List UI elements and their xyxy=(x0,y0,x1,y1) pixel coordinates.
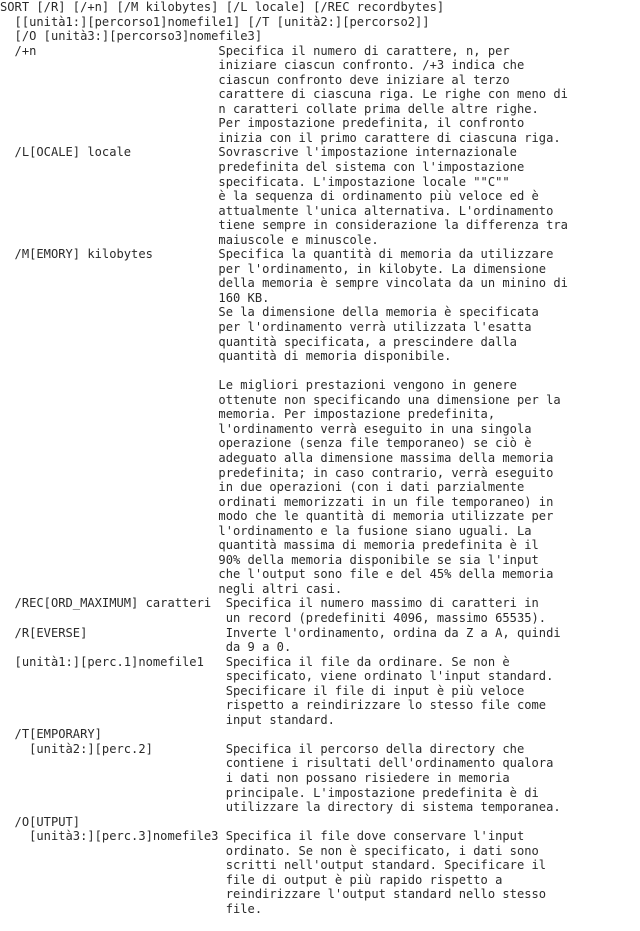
help-text-line: attualmente l'unica alternativa. L'ordinamento xyxy=(0,203,554,218)
help-text-line: memoria. Per impostazione predefinita, xyxy=(0,407,496,422)
help-text-line: specificato, viene ordinato l'input standard. xyxy=(0,669,554,684)
help-text-line: adeguato alla dimensione massima della memoria xyxy=(0,450,554,465)
help-text-line: Per impostazione predefinita, il confronto xyxy=(0,116,525,131)
help-text-line: carattere di ciascuna riga. Le righe con meno di xyxy=(0,87,568,102)
help-text-line: [/O [unità3:][percorso3]nomefile3] xyxy=(0,29,263,44)
help-text-line: è la sequenza di ordinamento più veloce ed è xyxy=(0,189,539,204)
help-text-line: quantità specificata, a prescindere dalla xyxy=(0,334,517,349)
help-text-line: input standard. xyxy=(0,712,335,727)
help-text-line: della memoria è sempre vincolata da un minino di xyxy=(0,276,568,291)
help-text-line: [unità2:][perc.2] Specifica il percorso della directory che xyxy=(0,741,525,756)
help-text-line: un record (predefiniti 4096, massimo 65535). xyxy=(0,610,547,625)
help-text-line: ottenute non specificando una dimensione per la xyxy=(0,392,561,407)
help-text-line: in due operazioni (con i dati parzialmente xyxy=(0,480,525,495)
help-text-line: /+n Specifica il numero di carattere, n, per xyxy=(0,43,510,58)
help-text-line: tiene sempre in considerazione la differenza tra xyxy=(0,218,568,233)
help-text-line: [[unità1:][percorso1]nomefile1] [/T [unità2:][percorso2]] xyxy=(0,14,430,29)
help-text-line: modo che le quantità di memoria utilizzate per xyxy=(0,509,554,524)
help-text-line: file. xyxy=(0,901,263,916)
help-text-line: contiene i risultati dell'ordinamento qualora xyxy=(0,756,554,771)
help-text-line: reindirizzare l'output standard nello stesso xyxy=(0,887,547,902)
help-text-line: 160 KB. xyxy=(0,290,270,305)
help-text-line: quantità massima di memoria predefinita è il xyxy=(0,538,539,553)
help-text-line: quantità di memoria disponibile. xyxy=(0,349,452,364)
help-text-line: scritti nell'output standard. Specificare il xyxy=(0,858,547,873)
help-text-line: Le migliori prestazioni vengono in genere xyxy=(0,378,517,393)
help-text-line: SORT [/R] [/+n] [/M kilobytes] [/L locale] [/REC recordbytes] xyxy=(0,0,445,14)
help-text-line: maiuscole e minuscole. xyxy=(0,232,379,247)
help-text-line: [unità3:][perc.3]nomefile3 Specifica il file dove conservare l'input xyxy=(0,829,525,844)
help-text-line: Se la dimensione della memoria è specificata xyxy=(0,305,539,320)
help-text-line: /L[OCALE] locale Sovrascrive l'impostazione internazionale xyxy=(0,145,517,160)
help-text-line: inizia con il primo carattere di ciascuna riga. xyxy=(0,130,561,145)
help-text-line: per l'ordinamento, in kilobyte. La dimensione xyxy=(0,261,547,276)
help-text-line: l'ordinamento e la fusione siano uguali. La xyxy=(0,523,532,538)
help-text-line: file di output è più rapido rispetto a xyxy=(0,872,503,887)
help-text-line xyxy=(0,364,568,379)
help-text-line: predefinita; in caso contrario, verrà eseguito xyxy=(0,465,554,480)
help-text-line: 90% della memoria disponibile se sia l'input xyxy=(0,552,539,567)
help-text-line: Specificare il file di input è più veloce xyxy=(0,683,525,698)
help-text-line: /M[EMORY] kilobytes Specifica la quantità di memoria da utilizzare xyxy=(0,247,554,262)
help-text-line: che l'output sono file e del 45% della memoria xyxy=(0,567,554,582)
help-text-line: iniziare ciascun confronto. /+3 indica che xyxy=(0,58,525,73)
help-text-line: /REC[ORD_MAXIMUM] caratteri Specifica il numero massimo di caratteri in xyxy=(0,596,539,611)
help-text-line: operazione (senza file temporaneo) se ciò è xyxy=(0,436,532,451)
help-text-line: per l'ordinamento verrà utilizzata l'esatta xyxy=(0,320,532,335)
help-text-line: ciascun confronto deve iniziare al terzo xyxy=(0,72,510,87)
help-text-line: /T[EMPORARY] xyxy=(0,727,102,742)
help-text-line: utilizzare la directory di sistema temporanea. xyxy=(0,800,561,815)
help-text-line: n caratteri collate prima delle altre righe. xyxy=(0,101,539,116)
help-text-line: l'ordinamento verrà eseguito in una singola xyxy=(0,421,532,436)
help-text-line: ordinati memorizzati in un file temporaneo) in xyxy=(0,494,554,509)
help-text-line: /R[EVERSE] Inverte l'ordinamento, ordina da Z a A, quindi xyxy=(0,625,561,640)
help-text-line: [unità1:][perc.1]nomefile1 Specifica il file da ordinare. Se non è xyxy=(0,654,510,669)
help-text-line: predefinita del sistema con l'impostazione xyxy=(0,160,525,175)
help-text-line: rispetto a reindirizzare lo stesso file come xyxy=(0,698,547,713)
help-text-line: negli altri casi. xyxy=(0,581,343,596)
help-text-line: i dati non possano risiedere in memoria xyxy=(0,770,510,785)
help-text-line: ordinato. Se non è specificato, i dati sono xyxy=(0,843,539,858)
help-text-line: specificata. L'impostazione locale ""C"" xyxy=(0,174,510,189)
help-text-line: da 9 a 0. xyxy=(0,640,292,655)
help-text-line: principale. L'impostazione predefinita è di xyxy=(0,785,539,800)
help-text-line: /O[UTPUT] xyxy=(0,814,81,829)
